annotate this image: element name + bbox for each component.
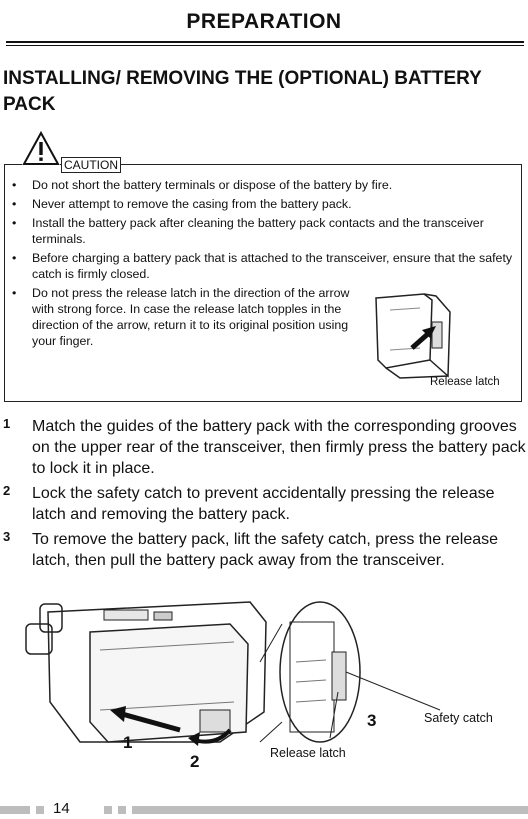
battery-installation-illustration [20, 592, 490, 772]
release-latch-illustration [366, 290, 512, 386]
section-title: INSTALLING/ REMOVING THE (OPTIONAL) BATTERY PACK [3, 68, 482, 115]
step-text: Match the guides of the battery pack with the corresponding grooves on the upper rear of the transceiver, then firmly press the battery pack to lock it in place. [32, 418, 526, 477]
release-latch-caption: Release latch [430, 376, 500, 388]
header-rule-thin [6, 45, 524, 46]
caution-item: • Do not press the release latch in the direction of the arrow with strong force. In case the release latch topples in the direction of the arrow, return it to its original position using your finger. [12, 286, 350, 348]
warning-triangle-icon [22, 130, 60, 168]
page-header-title: PREPARATION [186, 10, 342, 33]
safety-catch-label: Safety catch [424, 711, 493, 725]
caution-item: • Before charging a battery pack that is attached to the transceiver, ensure that the safety catch is firmly closed. [12, 251, 513, 281]
step-text: Lock the safety catch to prevent accidentally pressing the release latch and removing the battery pack. [32, 485, 495, 523]
step-number: 2 [3, 483, 11, 498]
figure-step-number: 1 [123, 733, 133, 752]
footer-bar [104, 806, 112, 814]
footer-bar [36, 806, 44, 814]
page-number: 14 [53, 800, 70, 817]
step-text: To remove the battery pack, lift the safety catch, press the release latch, then pull the battery pack away from the transceiver. [32, 531, 499, 569]
figure-step-number: 3 [367, 711, 377, 730]
header-rule [6, 41, 524, 43]
footer-bar [118, 806, 126, 814]
footer-bar [0, 806, 30, 814]
release-latch-label: Release latch [270, 746, 346, 760]
caution-item: • Never attempt to remove the casing from the battery pack. [12, 197, 352, 211]
figure-step-number: 2 [190, 752, 200, 771]
caution-item: • Do not short the battery terminals or dispose of the battery by fire. [12, 178, 393, 192]
step-number: 3 [3, 529, 11, 544]
caution-item: • Install the battery pack after cleaning the battery pack contacts and the transceiver terminals. [12, 216, 484, 246]
caution-label: CAUTION [61, 157, 121, 173]
step-number: 1 [3, 416, 11, 431]
footer-bar [132, 806, 528, 814]
